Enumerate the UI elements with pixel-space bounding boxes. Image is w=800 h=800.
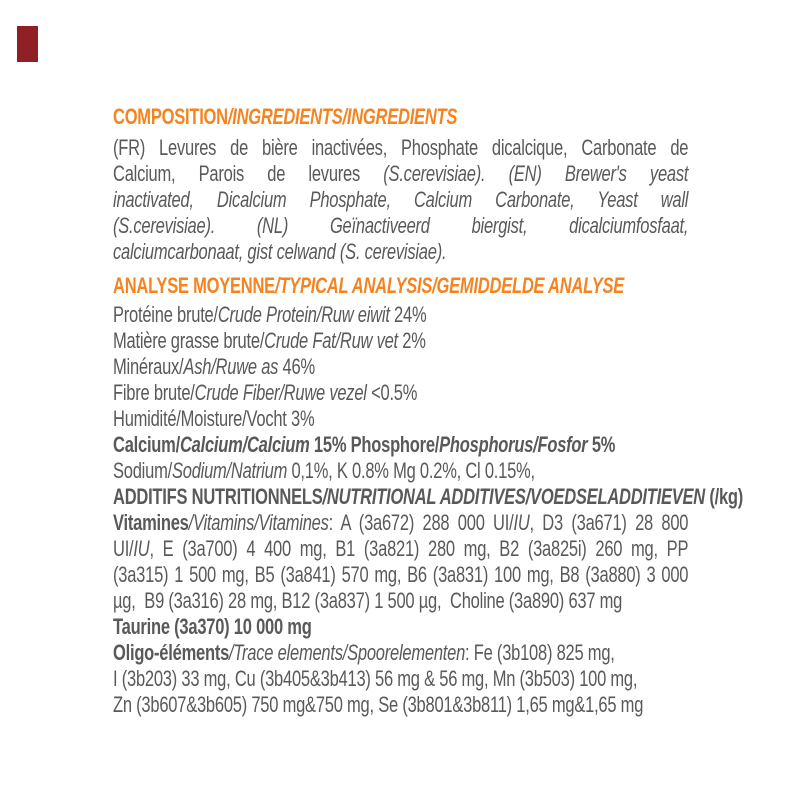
text-line	[113, 354, 688, 380]
text-segment: Calcium, Parois de levures	[113, 161, 384, 186]
text-line	[113, 406, 688, 432]
text-segment: 0,1%, K 0.8% Mg 0.2%, Cl 0.15%,	[287, 458, 535, 483]
text-line	[113, 213, 688, 239]
text-segment: /INGREDIENTS/INGREDIENTS	[227, 104, 458, 129]
text-segment: Zn (3b607&3b605) 750 mg&750 mg, Se (3b801&3b811) 1,65 mg&1,65 mg	[113, 692, 644, 717]
text-segment: inactivated, Dicalcium Phosphate, Calcium Carbonate, Yeast wall	[113, 187, 689, 212]
text-segment: : A (3a672) 288 000 UI/	[328, 510, 514, 535]
text-line	[113, 187, 688, 213]
text-line	[113, 432, 688, 458]
text-segment: (FR) Levures de bière inactivées, Phosphate dicalcique, Carbonate de	[113, 135, 689, 160]
text-line	[113, 588, 688, 614]
label-panel	[113, 104, 744, 718]
text-segment: UI/	[113, 536, 134, 561]
text-segment: /NUTRITIONAL ADDITIVES/VOEDSELADDITIEVEN	[322, 484, 705, 509]
analysis-heading	[113, 273, 688, 299]
text-segment: Minéraux/	[113, 354, 184, 379]
text-segment: Calcium/	[113, 432, 180, 457]
text-segment: I (3b203) 33 mg, Cu (3b405&3b413) 56 mg & 56 mg, Mn (3b503) 100 mg,	[113, 666, 638, 691]
text-segment: COMPOSITION	[113, 104, 228, 129]
text-segment: Matière grasse brute/	[113, 328, 265, 353]
text-segment: Sodium/Natrium	[171, 458, 288, 483]
text-segment: Protéine brute/	[113, 302, 218, 327]
text-segment: 2%	[397, 328, 426, 353]
text-segment: Crude Fiber/Ruwe vezel	[194, 380, 367, 405]
analysis-list	[113, 302, 744, 718]
composition-heading	[113, 104, 688, 130]
text-segment: ADDITIFS NUTRITIONNELS	[113, 484, 323, 509]
text-line	[113, 536, 688, 562]
text-line	[113, 135, 688, 161]
text-segment: (S.cerevisiae). (EN) Brewer's yeast	[383, 161, 689, 186]
text-line	[113, 458, 688, 484]
text-segment: 15% Phosphore/	[309, 432, 440, 457]
text-segment: Oligo-éléments	[113, 640, 230, 665]
text-line	[113, 666, 688, 692]
text-segment: Taurine (3a370) 10 000 mg	[113, 614, 312, 639]
text-segment: IU	[513, 510, 530, 535]
text-segment: µg, B9 (3a316) 28 mg, B12 (3a837) 1 500 µg, Choline (3a890) 637 mg	[113, 588, 623, 613]
text-segment: Crude Protein/Ruw eiwit	[217, 302, 390, 327]
text-line	[113, 302, 688, 328]
text-segment: Sodium/	[113, 458, 172, 483]
text-segment: 5%	[587, 432, 616, 457]
text-segment: (/kg)	[704, 484, 744, 509]
text-segment: <0.5%	[366, 380, 418, 405]
text-segment: Ash/Ruwe as	[183, 354, 279, 379]
text-segment: /TYPICAL ANALYSIS/GEMIDDELDE ANALYSE	[274, 273, 625, 298]
print-registration-mark	[17, 26, 38, 62]
text-line	[113, 614, 688, 640]
text-segment: (3a315) 1 500 mg, B5 (3a841) 570 mg, B6 (3a831) 100 mg, B8 (3a880) 3 000	[113, 562, 689, 587]
text-line	[113, 328, 688, 354]
text-line	[113, 273, 688, 299]
text-segment: /Vitamins/Vitamines	[188, 510, 329, 535]
text-segment: /Trace elements/Spoorelementen	[229, 640, 466, 665]
text-line	[113, 380, 688, 406]
text-line	[113, 239, 688, 265]
text-segment: ANALYSE MOYENNE	[113, 273, 275, 298]
text-line	[113, 640, 688, 666]
text-line	[113, 562, 688, 588]
text-segment: 24%	[389, 302, 427, 327]
text-segment: calciumcarbonaat, gist celwand (S. cerevisiae).	[113, 239, 447, 264]
text-segment: 46%	[278, 354, 315, 379]
text-segment: Humidité/Moisture/Vocht 3%	[113, 406, 315, 431]
composition-paragraph	[113, 135, 688, 265]
text-segment: , E (3a700) 4 400 mg, B1 (3a821) 280 mg, B2 (3a825i) 260 mg, PP	[149, 536, 689, 561]
text-segment: Crude Fat/Ruw vet	[264, 328, 398, 353]
text-line	[113, 161, 688, 187]
text-line	[113, 104, 688, 130]
text-segment: Phosphorus/Fosfor	[439, 432, 588, 457]
text-line	[113, 692, 688, 718]
text-segment: : Fe (3b108) 825 mg,	[465, 640, 615, 665]
text-segment: Calcium/Calcium	[179, 432, 310, 457]
text-segment: Fibre brute/	[113, 380, 195, 405]
text-segment: , D3 (3a671) 28 800	[529, 510, 689, 535]
text-segment: IU	[133, 536, 150, 561]
text-line	[113, 510, 688, 536]
text-segment: (S.cerevisiae). (NL) Geïnactiveerd biergist, dicalciumfosfaat,	[113, 213, 689, 238]
text-segment: Vitamines	[113, 510, 189, 535]
text-line	[113, 484, 744, 510]
